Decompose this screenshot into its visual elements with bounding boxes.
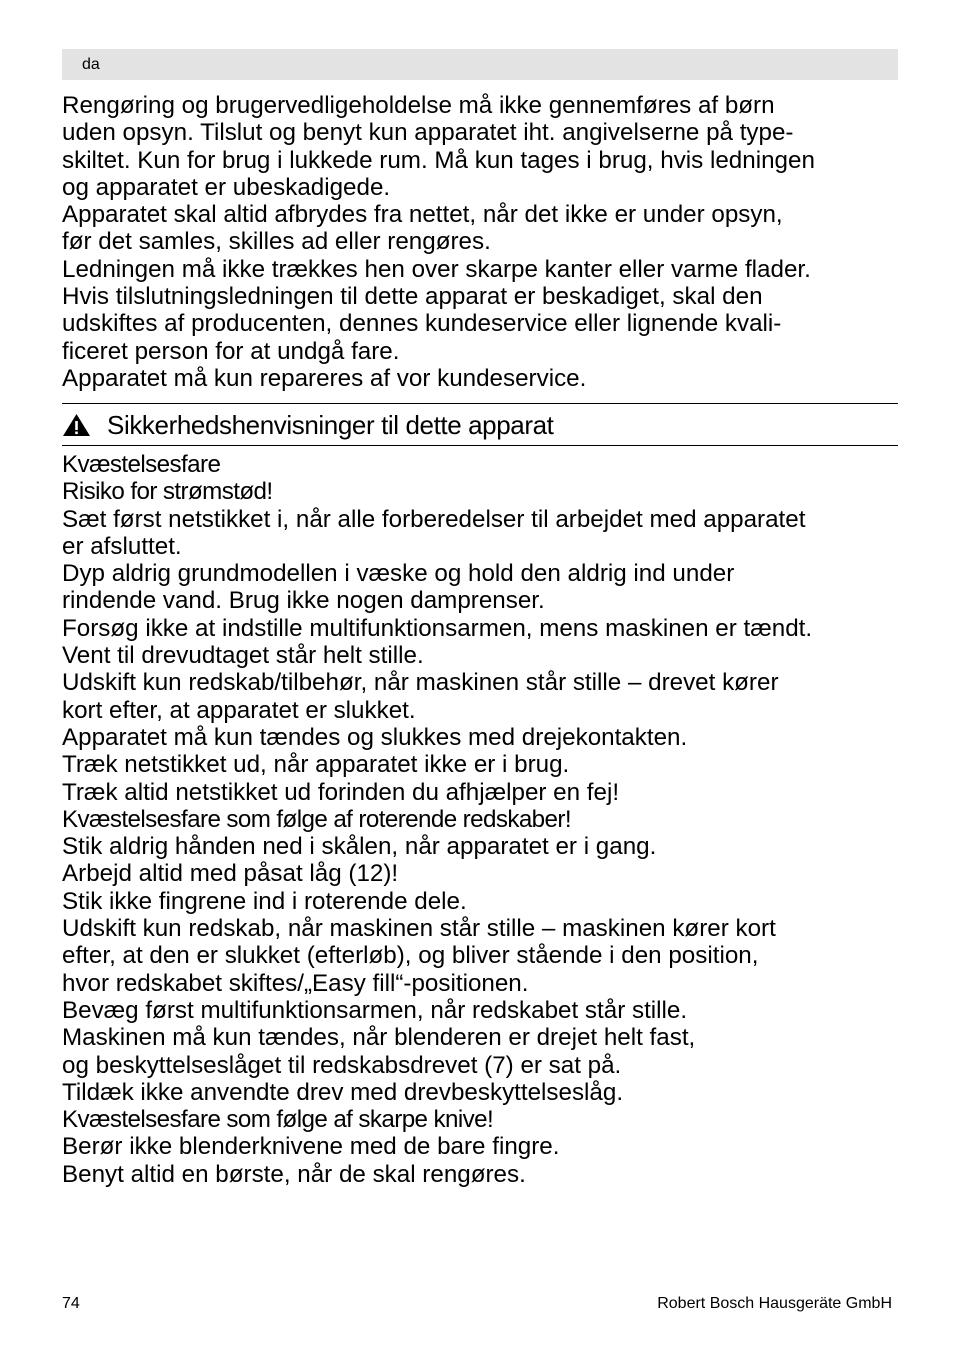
intro-text — [62, 92, 898, 392]
safety-line: Sæt først netstikket i, når alle forberedelser til arbejdet med apparatet — [62, 505, 806, 533]
safety-line: Træk altid netstikket ud forinden du afhjælper en fej! — [62, 778, 620, 806]
safety-line: og beskyttelseslåget til redskabsdrevet (7) er sat på. — [62, 1051, 622, 1079]
safety-line: Maskinen må kun tændes, når blenderen er drejet helt fast, — [62, 1024, 696, 1052]
intro-line: skiltet. Kun for brug i lukkede rum. Må kun tages i brug, hvis ledningen — [62, 146, 815, 174]
section-heading — [62, 407, 554, 443]
intro-line: Apparatet skal altid afbrydes fra nettet, når det ikke er under opsyn, — [62, 201, 783, 229]
safety-line: Vent til drevudtaget står helt stille. — [62, 642, 424, 670]
safety-line: Forsøg ikke at indstille multifunktionsarmen, mens maskinen er tændt. — [62, 614, 813, 642]
page-number: 74 — [62, 1295, 80, 1312]
safety-line: er afsluttet. — [62, 532, 182, 560]
section-rule-bottom — [62, 445, 898, 446]
intro-line: udskiftes af producenten, dennes kundeservice eller lignende kvali- — [62, 310, 782, 338]
safety-line: rindende vand. Brug ikke nogen damprenser. — [62, 587, 545, 615]
company-name: Robert Bosch Hausgeräte GmbH — [657, 1295, 892, 1312]
safety-line: Apparatet må kun tændes og slukkes med drejekontakten. — [62, 723, 688, 751]
safety-line: Berør ikke blenderknivene med de bare fingre. — [62, 1133, 560, 1161]
intro-line: Hvis tilslutningsledningen til dette apparat er beskadiget, skal den — [62, 283, 763, 311]
safety-line: Udskift kun redskab/tilbehør, når maskinen står stille – drevet kører — [62, 669, 779, 697]
safety-heading-line: Risiko for strømstød! — [62, 478, 273, 506]
safety-line: Benyt altid en børste, når de skal rengøres. — [62, 1160, 526, 1188]
intro-line: ficeret person for at undgå fare. — [62, 337, 400, 365]
intro-line: og apparatet er ubeskadigede. — [62, 173, 391, 201]
intro-line: Ledningen må ikke trækkes hen over skarpe kanter eller varme flader. — [62, 255, 811, 283]
safety-line: Stik aldrig hånden ned i skålen, når apparatet er i gang. — [62, 833, 657, 861]
language-code: da — [82, 56, 100, 73]
safety-line: Dyp aldrig grundmodellen i væske og hold den aldrig ind under — [62, 560, 735, 588]
safety-line: Træk netstikket ud, når apparatet ikke er i brug. — [62, 751, 570, 779]
intro-line: Rengøring og brugervedligeholdelse må ikke gennemføres af børn — [62, 92, 775, 119]
safety-heading-line: Kvæstelsesfare som følge af skarpe knive! — [62, 1106, 494, 1134]
safety-line: kort efter, at apparatet er slukket. — [62, 696, 416, 724]
safety-line: Arbejd altid med påsat låg (12)! — [62, 860, 399, 888]
safety-line: hvor redskabet skiftes/„Easy fill“-positionen. — [62, 969, 529, 997]
intro-line: før det samles, skilles ad eller rengøres. — [62, 228, 491, 256]
safety-line: Bevæg først multifunktionsarmen, når redskabet står stille. — [62, 996, 688, 1024]
safety-line: Tildæk ikke anvendte drev med drevbeskyttelseslåg. — [62, 1078, 624, 1106]
safety-text — [62, 451, 898, 1188]
section-title: Sikkerhedshenvisninger til dette apparat — [107, 409, 554, 440]
intro-line: Apparatet må kun repareres af vor kundeservice. — [62, 364, 587, 392]
intro-line: uden opsyn. Tilslut og benyt kun apparatet iht. angivelserne på type- — [62, 119, 794, 147]
safety-line: Udskift kun redskab, når maskinen står stille – maskinen kører kort — [62, 915, 776, 943]
safety-line: Stik ikke fingrene ind i roterende dele. — [62, 887, 467, 915]
safety-line: efter, at den er slukket (efterløb), og bliver stående i den position, — [62, 942, 759, 970]
safety-heading-line: Kvæstelsesfare — [62, 451, 221, 478]
safety-heading-line: Kvæstelsesfare som følge af roterende redskaber! — [62, 805, 571, 833]
language-bar — [62, 49, 898, 80]
warning-triangle-icon — [62, 413, 91, 437]
section-rule-top — [62, 403, 898, 404]
